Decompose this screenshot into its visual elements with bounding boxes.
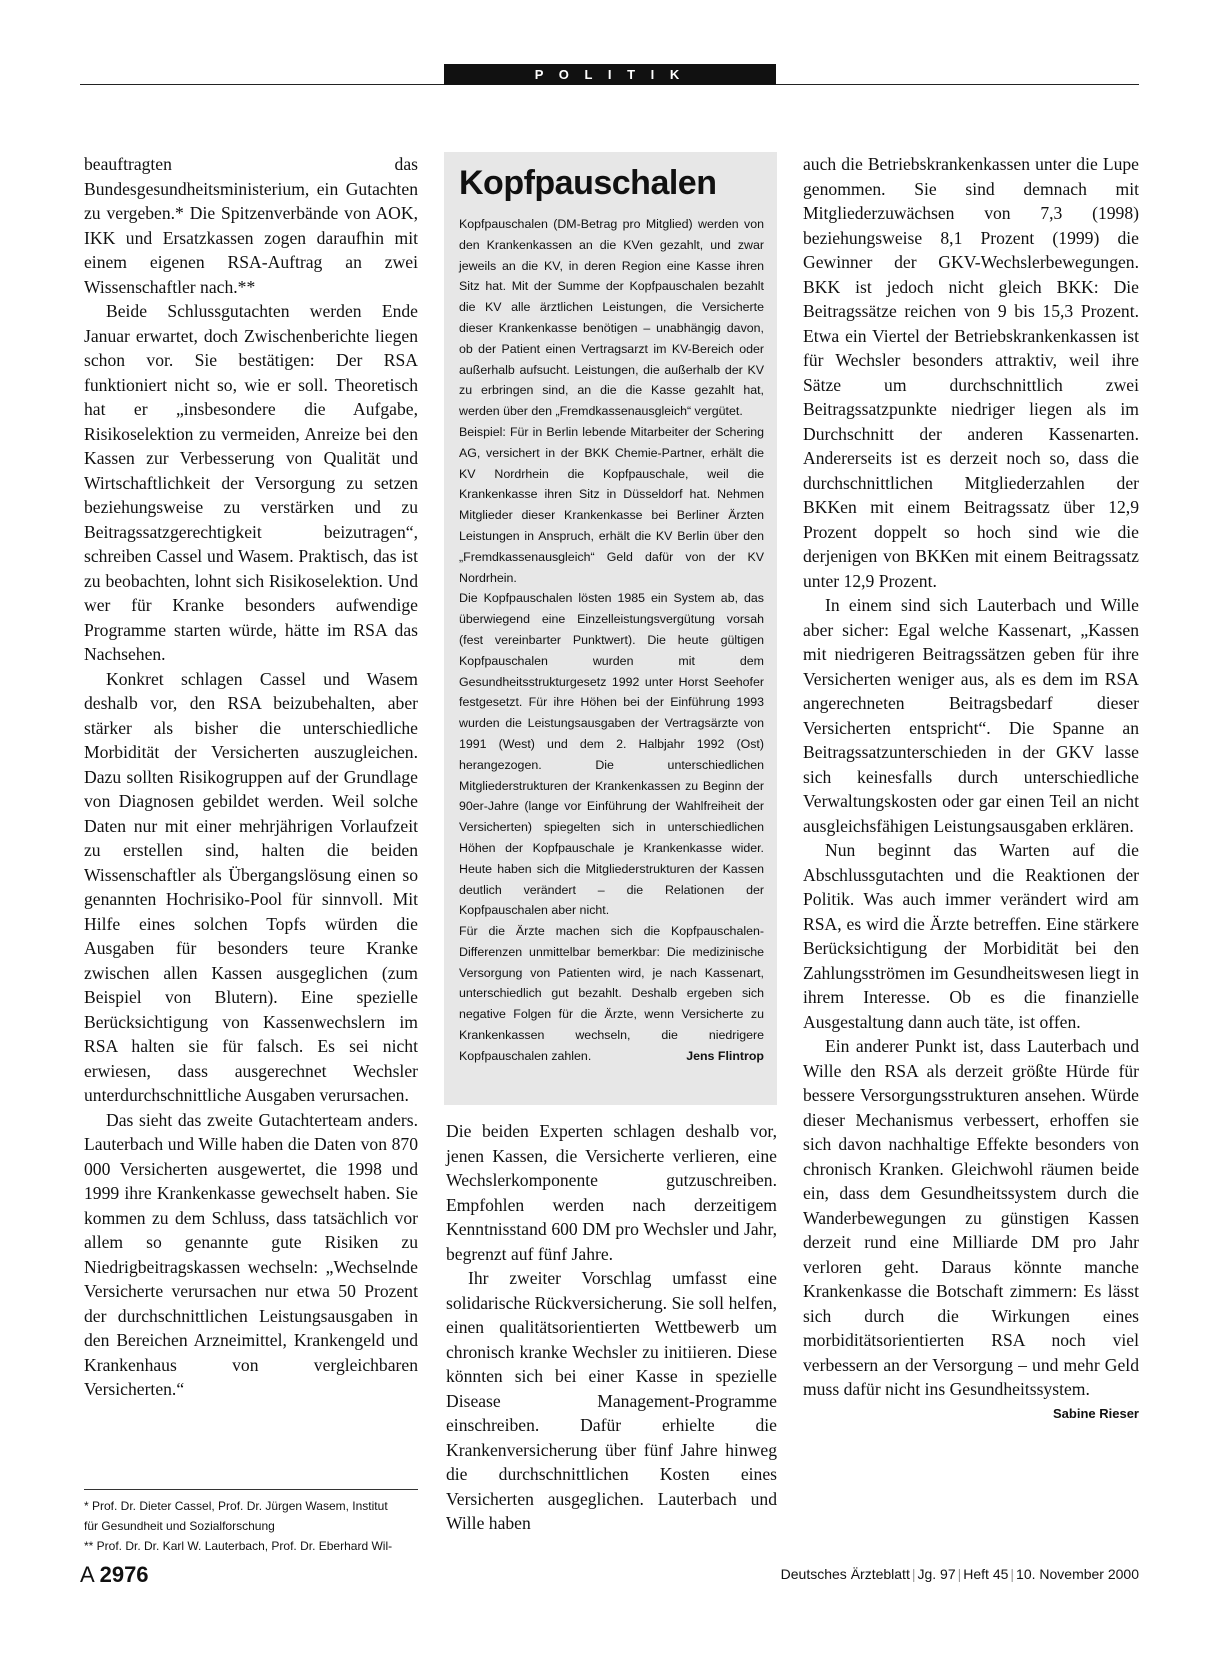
journal-name: Deutsches Ärzteblatt <box>780 1566 910 1582</box>
journal-date: 10. November 2000 <box>1016 1566 1139 1582</box>
footnote: für Gesundheit und Sozialforschung <box>84 1519 275 1533</box>
info-box-author: Jens Flintrop <box>686 1048 764 1063</box>
article-column-3 <box>803 152 1139 1426</box>
article-column-2 <box>446 1119 777 1536</box>
page-footer <box>80 1562 1139 1592</box>
info-box-title: Kopfpauschalen <box>459 164 717 202</box>
info-box-paragraph: Die Kopfpauschalen lösten 1985 ein System ab, das überwiegend eine Einzelleistungsvergütung vorsah (fest vereinbarter Punktwert). Die heute gültigen Kopfpauschalen wurden mit dem Gesundheitsstrukturgesetz 1992 unter Horst Seehofer festgesetzt. Für ihre Höhen bei der Einführung 1993 wurden die Leistungsausgaben der Vertragsärzte von 1991 (West) und dem 2. Halbjahr 1992 (Ost) herangezogen. Die unterschiedlichen Mitgliederstrukturen der Krankenkassen zu Beginn der 90er-Jahre (lange vor Einführung der Wahlfreiheit der Versicherten) spiegelten sich in unterschiedlichen Höhen der Kopfpauschale je Krankenkasse wider. Heute haben sich die Mitgliederstrukturen der Kassen deutlich verändert – die Relationen der Kopfpauschalen aber nicht. <box>459 591 764 918</box>
journal-volume: Jg. 97 <box>917 1566 956 1582</box>
article-column-1 <box>84 152 418 1402</box>
info-box-text <box>459 214 764 1067</box>
journal-info: Deutsches Ärzteblatt | Jg. 97 | Heft 45 | 10. November 2000 <box>780 1566 1139 1582</box>
paragraph: Konkret schlagen Cassel und Wasem deshalb vor, den RSA beizubehalten, aber stärker als bisher die unterschiedliche Morbidität der Versicherten auszugleichen. Dazu sollten Risikogruppen auf der Grundlage von Diagnosen gebildet werden. Weil solche Daten nur mit einer mehrjährigen Vorlaufzeit zu erstellen sind, halten die beiden Wissenschaftler als Übergangslösung einen so genannten Hochrisiko-Pool für sinnvoll. Mit Hilfe eines solchen Topfs würden die Ausgaben für besonders teure Kranke zwischen allen Kassen ausgeglichen (zum Beispiel von Blutern). Eine spezielle Berücksichtigung von Kassenwechslern im RSA halten sie für falsch. Es sei nicht erwiesen, dass ausgerechnet Wechsler unterdurchschnittliche Ausgaben verursachen. <box>84 668 418 1105</box>
page-number: A 2976 <box>80 1562 149 1587</box>
footnote: ** Prof. Dr. Dr. Karl W. Lauterbach, Prof. Dr. Eberhard Wil- <box>84 1539 393 1553</box>
paragraph: Nun beginnt das Warten auf die Abschlussgutachten und die Reaktionen der Politik. Was auch immer verändert wird am RSA, es wird die Ärzte betreffen. Eine stärkere Berücksichtigung der Morbidität bei den Zahlungsströmen im Gesundheitswesen liegt in ihrem Interesse. Ob es die finanzielle Ausgestaltung dann auch täte, ist offen. <box>803 840 1139 1032</box>
paragraph: auch die Betriebskrankenkassen unter die Lupe genommen. Sie sind demnach mit Mitgliederzuwächsen von 7,3 (1998) beziehungsweise 8,1 Prozent (1999) die Gewinner der GKV-Wechslerbewegungen. BKK ist jedoch nicht gleich BKK: Die Beitragssätze reichen von 9 bis 15,3 Prozent. Etwa ein Viertel der Betriebskrankenkassen ist für Wechsler besonders attraktiv, weil ihre Sätze um durchschnittlich zwei Beitragssatzpunkte niedriger liegen als im Durchschnitt der anderen Kassenarten. Andererseits ist es derzeit noch so, dass die durchschnittlichen Mitgliederzahlen der BKKen mit einem Beitragssatz über 12,9 Prozent doppelt so hoch sind wie die derjenigen von BKKen mit einem Beitragssatz unter 12,9 Prozent. <box>803 154 1139 591</box>
footnotes <box>84 1489 418 1556</box>
article-author: Sabine Rieser <box>1053 1405 1139 1421</box>
paragraph: Beide Schlussgutachten werden Ende Januar erwartet, doch Zwischenberichte liegen schon vor. Sie bestätigen: Der RSA funktioniert nicht so, wie er soll. Theoretisch hat er „insbesondere die Aufgabe, Risikoselektion zu vermeiden, Anreize bei den Kassen zur Verbesserung von Qualität und Wirtschaftlichkeit der Versorgung zu setzen beziehungsweise zu verstärken und zu Beitragssatzgerechtigkeit beizutragen“, schreiben Cassel und Wasem. Praktisch, das ist zu beobachten, lohnt sich Risikoselektion. Und wer für Kranke besonders aufwendige Programme starten würde, hätte im RSA das Nachsehen. <box>84 301 418 664</box>
paragraph: Ein anderer Punkt ist, dass Lauterbach und Wille den RSA als derzeit größte Hürde für bessere Versorgungsstrukturen ansehen. Würde dieser Mechanismus verbessert, erhoffen sie sich davon nachhaltige Effekte besonders von chronisch Kranken. Gleichwohl räumen beide ein, dass dem Gesundheitssystem durch die Wanderbewegungen zu günstigen Kassen derzeit rund eine Milliarde DM pro Jahr verloren geht. Daraus könnte manche Krankenkasse die Botschaft zimmern: Es lässt sich durch die Wirkungen eines morbiditätsorientierten RSA noch viel verbessern an der Versorgung – und mehr Geld muss dafür nicht ins Gesundheitssystem. Sabine Rieser <box>803 1034 1139 1402</box>
section-label: P O L I T I K <box>444 64 776 85</box>
paragraph: Die beiden Experten schlagen deshalb vor, jenen Kassen, die Versicherte verlieren, eine Wechslerkomponente gutzuschreiben. Empfohlen werden nach derzeitigem Kenntnisstand 600 DM pro Wechsler und Jahr, begrenzt auf fünf Jahre. <box>446 1121 777 1264</box>
info-box-kopfpauschalen <box>444 152 777 1105</box>
info-box-paragraph: Für die Ärzte machen sich die Kopfpauschalen-Differenzen unmittelbar bemerkbar: Die medizinische Versorgung von Patienten wird, je nach Kassenart, unterschiedlich gut bezahlt. Deshalb ergeben sich negative Folgen für die Ärzte, wenn Versicherte zu Krankenkassen wechseln, die niedrigere Kopfpauschalen zahlen. Jens Flintrop <box>459 921 764 1067</box>
paragraph: Ihr zweiter Vorschlag umfasst eine solidarische Rückversicherung. Sie soll helfen, einen qualitätsorientierten Wettbewerb um chronisch kranke Wechsler zu initiieren. Diese könnten sich bei einer Kasse in spezielle Disease Management-Programme einschreiben. Dafür erhielte die Krankenversicherung über fünf Jahre hinweg die durchschnittlichen Kosten eines Versicherten ausgeglichen. Lauterbach und Wille haben <box>446 1268 777 1533</box>
paragraph: beauftragten das Bundesgesundheitsministerium, ein Gutachten zu vergeben.* Die Spitzenverbände von AOK, IKK und Ersatzkassen zogen daraufhin mit einem eigenen RSA-Auftrag an zwei Wissenschaftler nach.** <box>84 154 418 297</box>
paragraph: Das sieht das zweite Gutachterteam anders. Lauterbach und Wille haben die Daten von 870 000 Versicherten ausgewertet, die 1998 und 1999 ihre Krankenkasse gewechselt haben. Sie kommen zu dem Schluss, dass tatsächlich vor allem so genannte gute Risiken zu Niedrigbeitragskassen wechseln: „Wechselnde Versicherte verursachen nur etwa 50 Prozent der durchschnittlichen Leistungsausgaben in den Bereichen Arzneimittel, Krankengeld und Krankenhaus von vergleichbaren Versicherten.“ <box>84 1109 418 1399</box>
info-box-paragraph: Kopfpauschalen (DM-Betrag pro Mitglied) werden von den Krankenkassen an die KVen gezahlt, und zwar jeweils an die KV, in deren Region eine Kasse ihren Sitz hat. Mit der Summe der Kopfpauschalen bezahlt die KV alle ärztlichen Leistungen, die Versicherte dieser Krankenkasse benötigen – unabhängig davon, ob der Patient einen Vertragsarzt im KV-Bereich oder außerhalb aufsucht. Leistungen, die außerhalb der KV zu erbringen sind, an die die Kasse gezahlt hat, werden über den „Fremdkassenausgleich“ vergütet. <box>459 217 764 419</box>
paragraph: In einem sind sich Lauterbach und Wille aber sicher: Egal welche Kassenart, „Kassen mit niedrigeren Beitragssätzen geben für ihre Versicherten weniger aus, als es dem im RSA angerechneten Beitragsbedarf dieser Versicherten entspricht“. Die Spanne an Beitragssatzunterschieden in der GKV lasse sich keinesfalls durch unterschiedliche Verwaltungskosten oder gar einen Teil an nicht ausgleichsfähigen Leistungsausgaben erklären. <box>803 595 1139 836</box>
journal-issue: Heft 45 <box>963 1566 1009 1582</box>
footnote: * Prof. Dr. Dieter Cassel, Prof. Dr. Jürgen Wasem, Institut <box>84 1499 388 1513</box>
info-box-paragraph: Beispiel: Für in Berlin lebende Mitarbeiter der Schering AG, versichert in der BKK Chemie-Partner, erhält die KV Nordrhein die Kopfpauschale, weil die Krankenkasse ihren Sitz in Düsseldorf hat. Nehmen Mitglieder dieser Krankenkasse bei Berliner Ärzten Leistungen in Anspruch, erhält die KV Berlin über den „Fremdkassenausgleich“ Geld dafür von der KV Nordrhein. <box>459 424 764 585</box>
